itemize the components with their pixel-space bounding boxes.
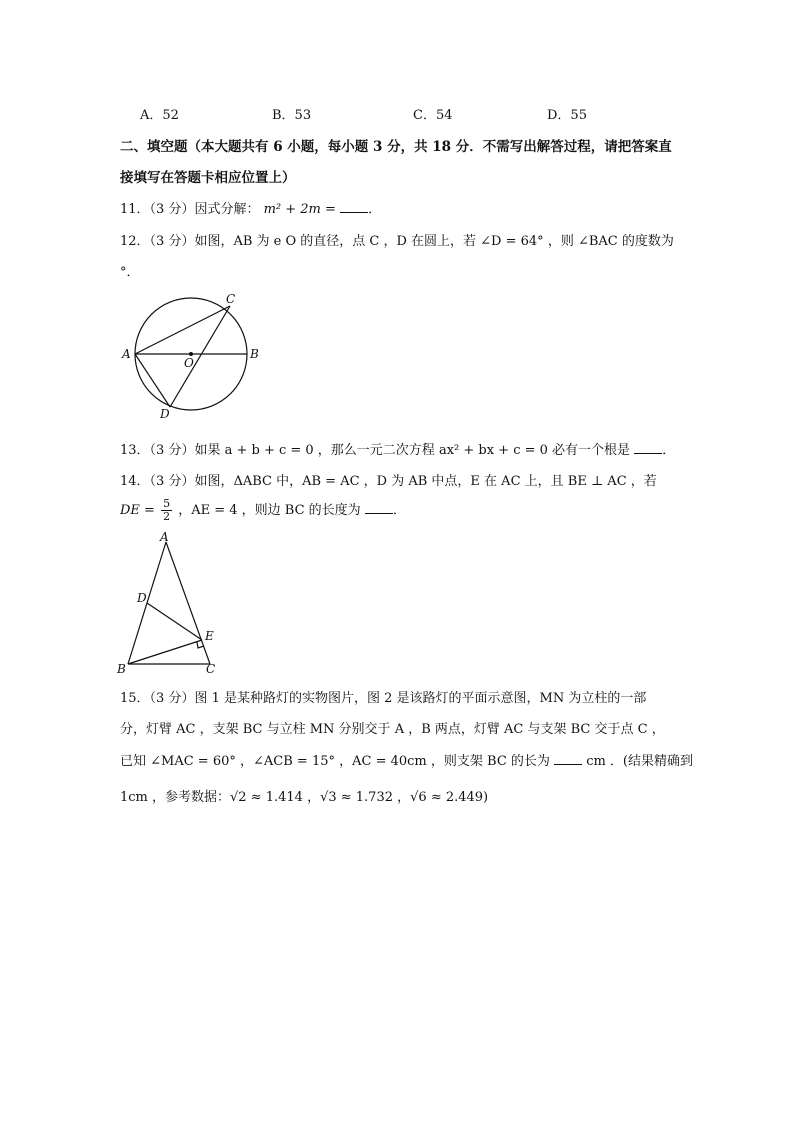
- chord-ad: [135, 354, 170, 407]
- choice-d: D．55: [547, 108, 587, 123]
- q11-suffix: ．: [368, 202, 382, 217]
- section-header-line1: 二、填空题（本大题共有 6 小题，每小题 3 分，共 18 分．不需写出解答过程，请把答案直: [120, 139, 672, 155]
- q13-suffix: ．: [662, 443, 676, 458]
- question-14-line2: [120, 498, 406, 523]
- label-o: O: [184, 356, 194, 370]
- label-a: A: [122, 347, 131, 361]
- label-b: B: [117, 662, 126, 676]
- q14-answer-blank: [365, 501, 393, 514]
- q15-line3-prefix: 已知 ∠MAC = 60° ，∠ACB = 15° ，AC = 40cm ，则支架 BC 的长为: [120, 754, 550, 769]
- q14-rest: ，AE = 4 ，则边 BC 的长度为: [178, 503, 361, 518]
- label-d: D: [160, 407, 170, 421]
- section-header-line2: 接填写在答题卡相应位置上）: [120, 170, 296, 186]
- q13-text: 13．（3 分）如果 a + b + c = 0 ，那么一元二次方程 ax² + bx + c = 0 必有一个根是: [120, 443, 631, 458]
- segment-be: [128, 640, 202, 664]
- question-15-line1: 15．（3 分）图 1 是某种路灯的实物图片，图 2 是该路灯的平面示意图，MN 为立柱的一部: [120, 691, 647, 706]
- label-c: C: [226, 292, 236, 306]
- q14-frac-num: 5: [163, 497, 171, 510]
- q15-answer-blank: [554, 752, 582, 765]
- choice-c: C．54: [413, 108, 453, 123]
- q13-answer-blank: [634, 441, 662, 454]
- segment-de: [147, 603, 202, 640]
- choice-a: A．52: [140, 108, 179, 123]
- choice-b: B．53: [272, 108, 312, 123]
- question-15-line3: [120, 750, 693, 769]
- label-d: D: [137, 591, 147, 605]
- q14-de: DE =: [120, 503, 155, 518]
- triangle-figure: [114, 530, 224, 680]
- question-14-line1: 14．（3 分）如图，ΔABC 中，AB = AC ，D 为 AB 中点，E 在 AC 上，且 BE ⊥ AC ，若: [120, 474, 657, 489]
- label-b: B: [250, 347, 259, 361]
- q11-expression: m² + 2m =: [263, 202, 336, 217]
- circle-figure: [118, 292, 268, 422]
- question-13: [120, 439, 675, 458]
- question-12-line1: 12．（3 分）如图，AB 为 e O 的直径，点 C ，D 在圆上，若 ∠D = 64° ，则 ∠BAC 的度数为: [120, 234, 674, 249]
- question-12-line2: °．: [120, 265, 140, 280]
- q14-suffix: ．: [392, 503, 406, 518]
- question-15-line4: 1cm ，参考数据：√2 ≈ 1.414 ，√3 ≈ 1.732 ，√6 ≈ 2.449): [120, 790, 489, 805]
- q14-frac-den: 2: [163, 510, 171, 523]
- q14-fraction: [161, 498, 172, 523]
- question-15-line2: 分，灯臂 AC ，支架 BC 与立柱 MN 分别交于 A ，B 两点，灯臂 AC 与支架 BC 交于点 C ，: [120, 722, 665, 737]
- q15-line3-suffix: cm ．(结果精确到: [586, 754, 693, 769]
- label-e: E: [205, 629, 214, 643]
- q11-prefix: 11．（3 分）因式分解：: [120, 202, 260, 217]
- label-a: A: [160, 530, 169, 544]
- question-11: [120, 198, 381, 217]
- label-c: C: [206, 662, 216, 676]
- q11-answer-blank: [340, 200, 368, 213]
